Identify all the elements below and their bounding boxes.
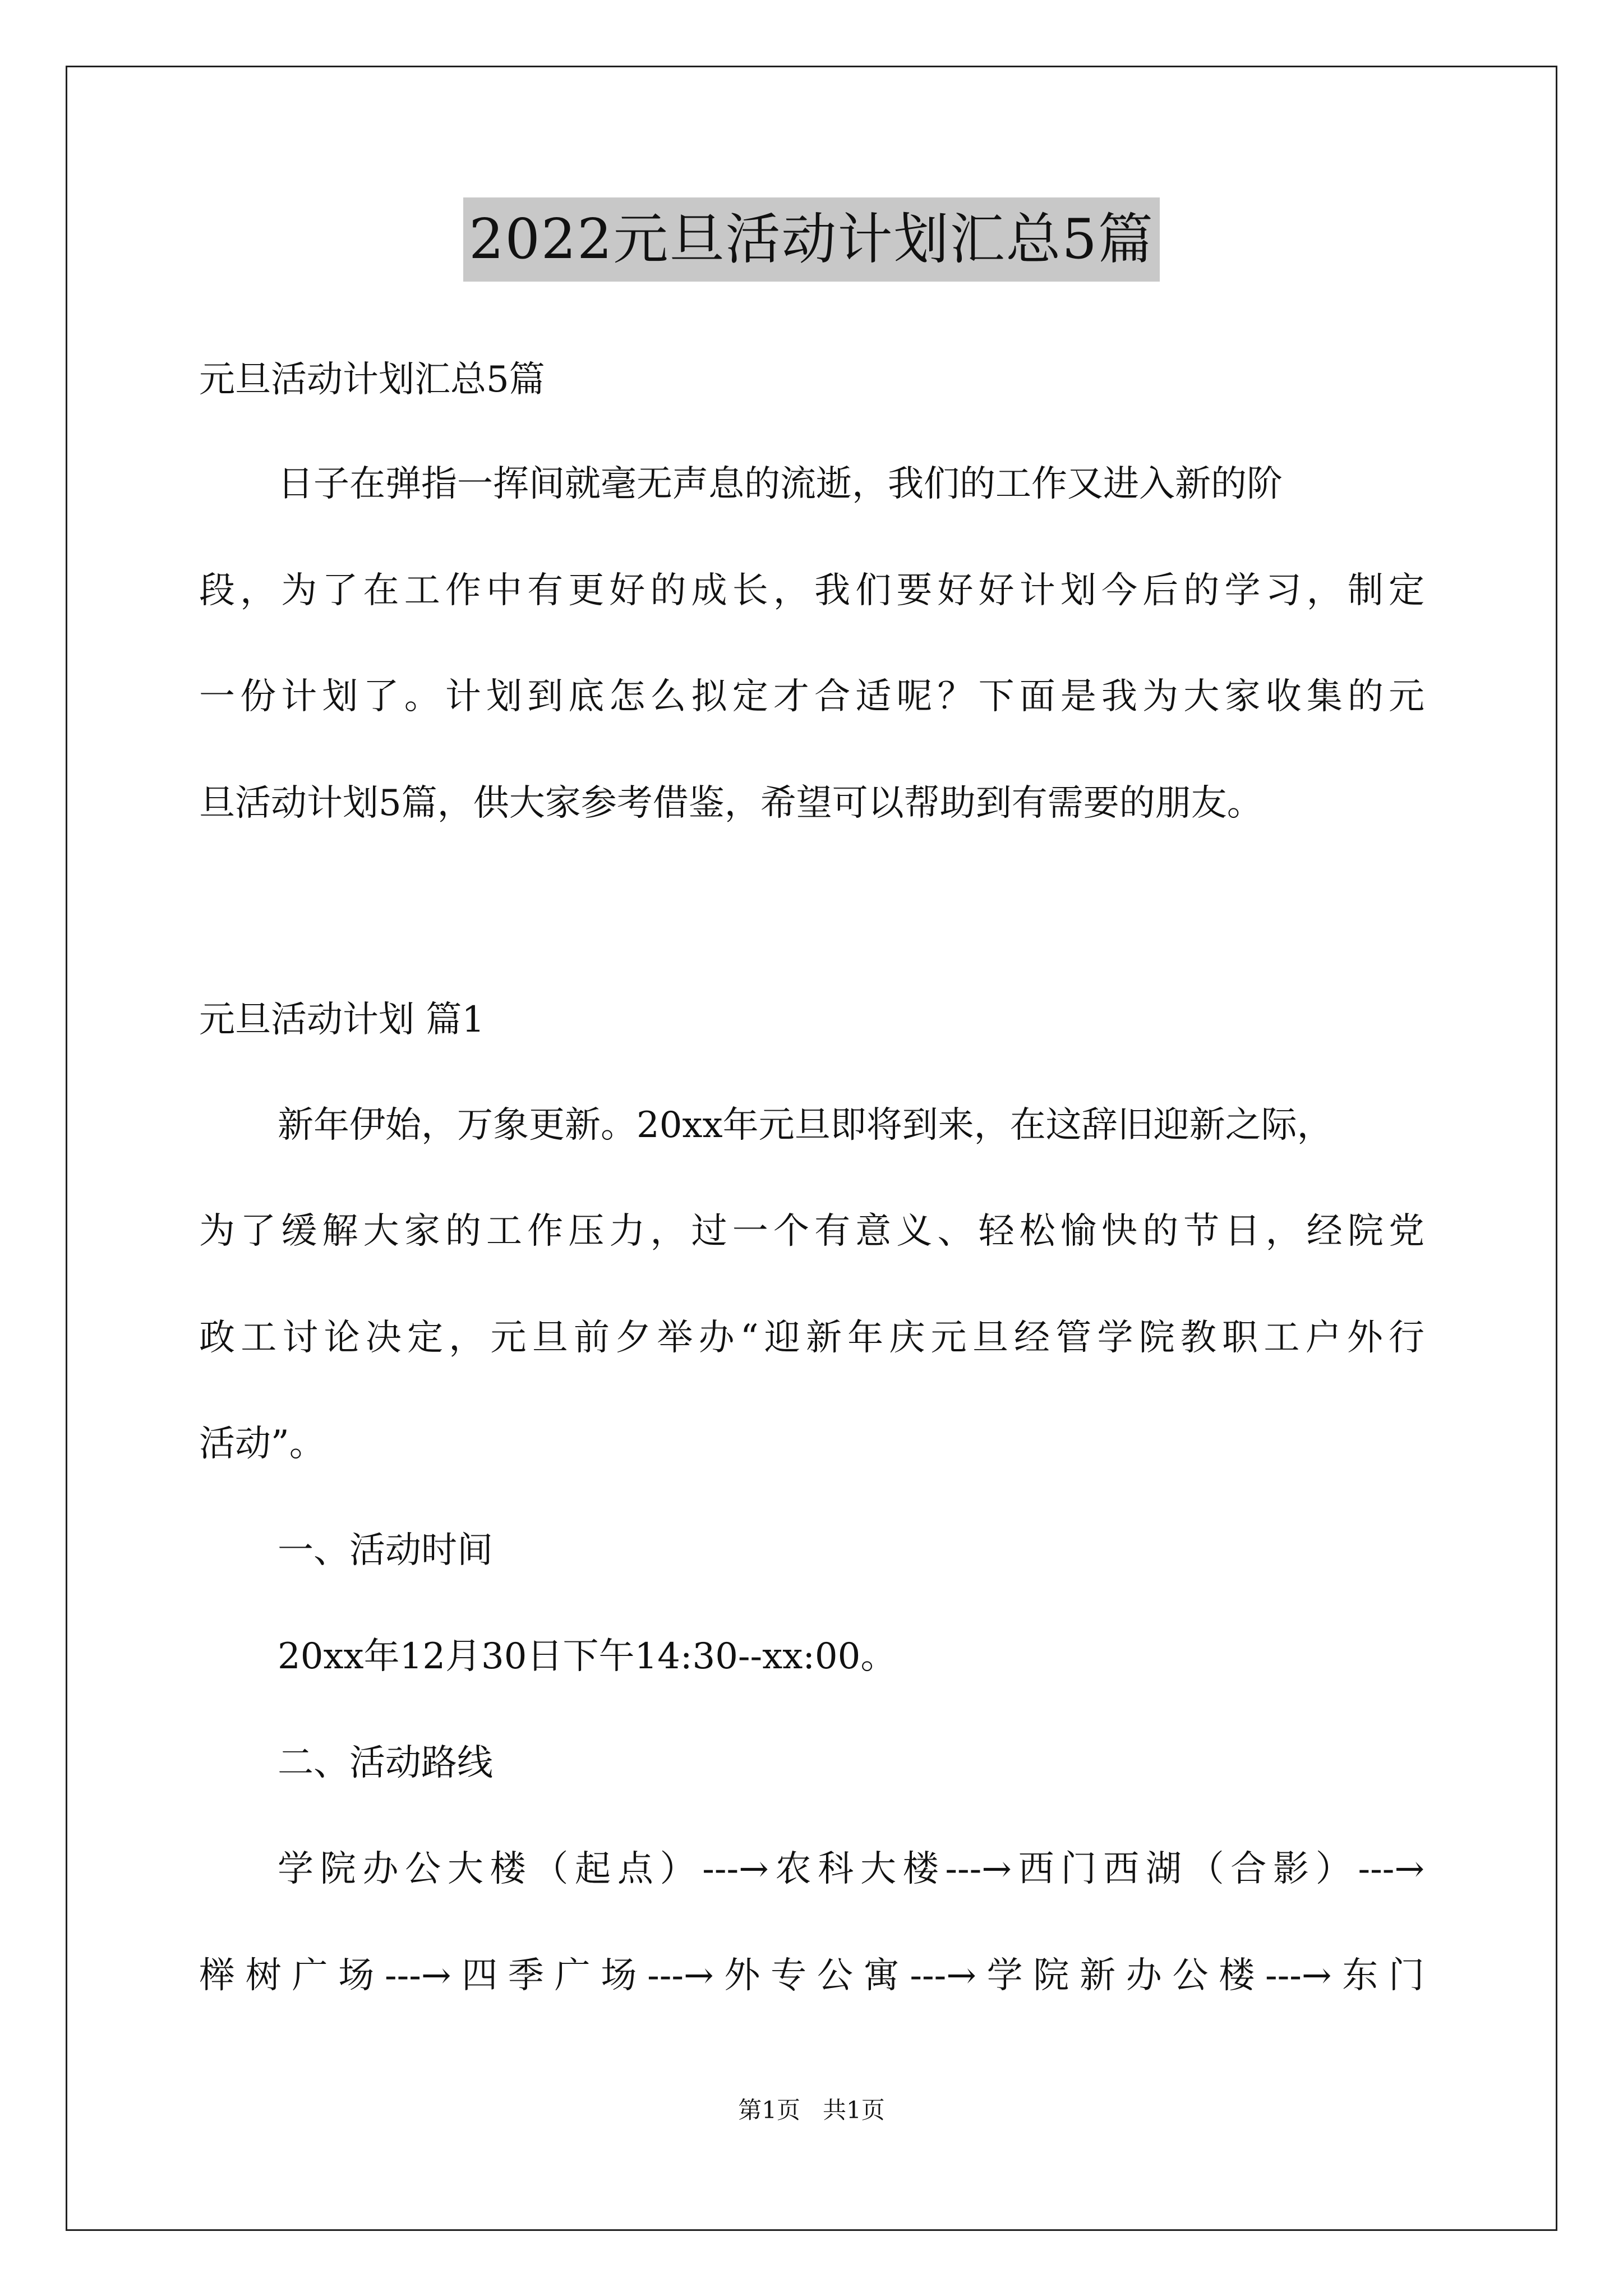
title-block xyxy=(0,197,1623,282)
activity-route-heading: 二、活动路线 xyxy=(278,1742,493,1784)
intro-line-1: 日子在弹指一挥间就毫无声息的流逝，我们的工作又进入新的阶 xyxy=(278,463,1283,505)
section-line-2: 为了缓解大家的工作压力，过一个有意义、轻松愉快的节日，经院党 xyxy=(199,1211,1424,1252)
intro-line-3: 一份计划了。计划到底怎么拟定才合适呢？下面是我为大家收集的元 xyxy=(199,676,1424,717)
route-line-2: 榉树广场---→四季广场---→外专公寓---→学院新办公楼---→东门 xyxy=(199,1955,1424,1996)
intro-line-2: 段，为了在工作中有更好的成长，我们要好好计划今后的学习，制定 xyxy=(199,570,1424,611)
section-line-1: 新年伊始，万象更新。20xx年元旦即将到来，在这辞旧迎新之际， xyxy=(278,1105,1333,1146)
activity-time-heading: 一、活动时间 xyxy=(278,1530,493,1571)
section-heading: 元旦活动计划 篇1 xyxy=(199,999,485,1041)
section-line-4: 活动”。 xyxy=(199,1423,325,1465)
section-line-3: 政工讨论决定，元旦前夕举办“迎新年庆元旦经管学院教职工户外行 xyxy=(199,1317,1424,1359)
document-title: 2022元旦活动计划汇总5篇 xyxy=(463,197,1160,282)
document-subtitle: 元旦活动计划汇总5篇 xyxy=(199,359,545,401)
route-line-1: 学院办公大楼（起点）---→农科大楼---→西门西湖（合影）---→ xyxy=(278,1848,1424,1890)
activity-time-text: 20xx年12月30日下午14:30--xx:00。 xyxy=(278,1636,897,1677)
page-footer: 第1页 共1页 xyxy=(738,2096,885,2124)
intro-line-4: 旦活动计划5篇，供大家参考借鉴，希望可以帮助到有需要的朋友。 xyxy=(199,783,1263,824)
